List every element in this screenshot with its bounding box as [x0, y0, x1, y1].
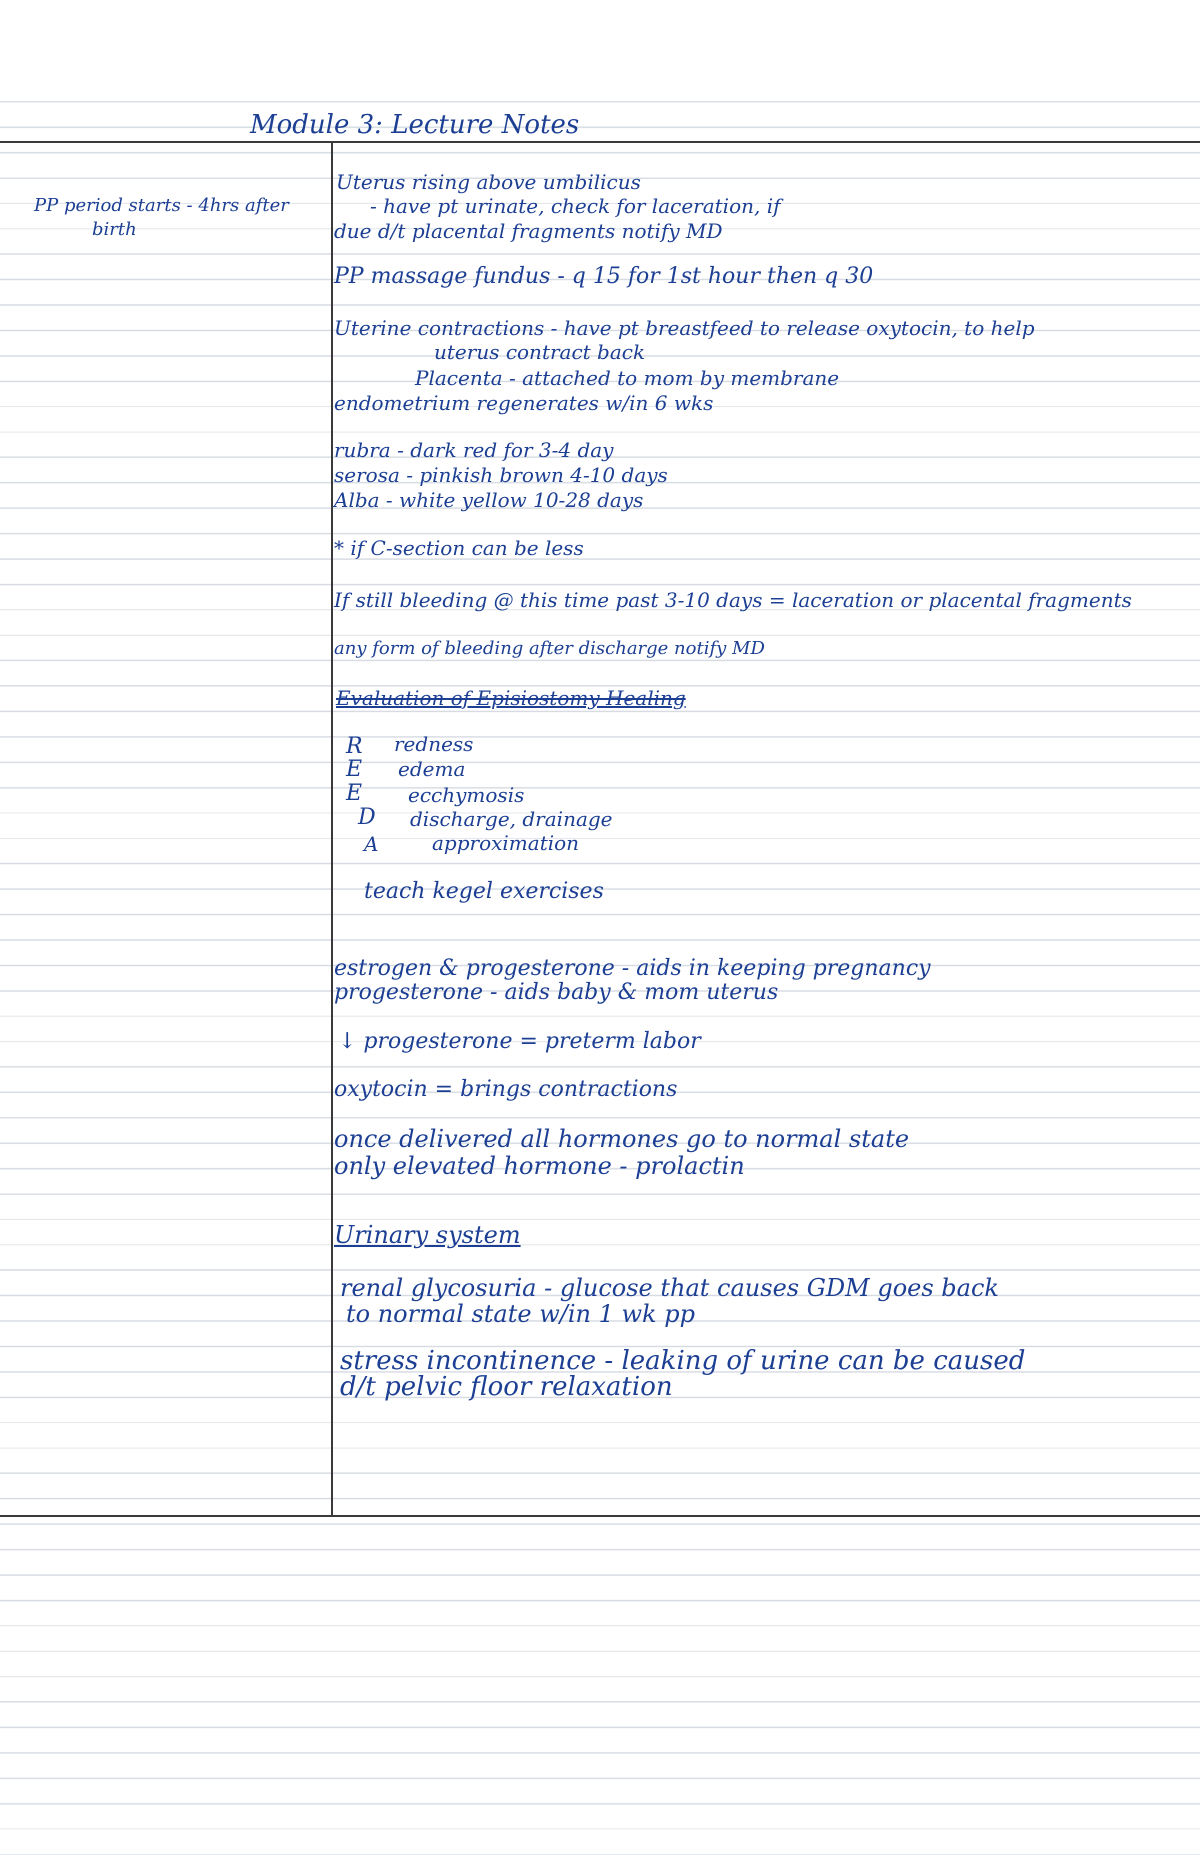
note-line: Alba - white yellow 10-28 days	[334, 488, 644, 512]
note-line: to normal state w/in 1 wk pp	[346, 1300, 695, 1328]
note-line: due d/t placental fragments notify MD	[334, 219, 723, 243]
reeda-letter: E	[346, 757, 363, 782]
note-line: estrogen & progesterone - aids in keeping pregnancy	[334, 956, 931, 981]
note-line: teach kegel exercises	[364, 879, 604, 904]
reeda-letter: E	[346, 781, 363, 806]
note-line: once delivered all hormones go to normal state	[334, 1125, 910, 1153]
page-title: Module 3: Lecture Notes	[250, 110, 580, 140]
note-line: oxytocin = brings contractions	[334, 1077, 678, 1102]
section-heading: Evaluation of Episiostomy Healing	[336, 686, 686, 710]
margin-line	[331, 141, 333, 1517]
reeda-text: ecchymosis	[408, 783, 525, 807]
note-line: serosa - pinkish brown 4-10 days	[334, 463, 668, 487]
cue-note-line-1: PP period starts - 4hrs after	[34, 195, 289, 216]
note-line: rubra - dark red for 3-4 day	[334, 438, 614, 462]
note-line: d/t pelvic floor relaxation	[340, 1372, 673, 1402]
note-line: renal glycosuria - glucose that causes GDM goes back	[340, 1274, 999, 1302]
section-heading: Urinary system	[334, 1221, 521, 1249]
note-line: stress incontinence - leaking of urine can be caused	[340, 1346, 1026, 1376]
note-line: uterus contract back	[434, 340, 646, 364]
reeda-letter: D	[358, 805, 376, 830]
note-line: Uterus rising above umbilicus	[336, 170, 641, 194]
note-line: any form of bleeding after discharge notify MD	[334, 638, 765, 659]
note-line: If still bleeding @ this time past 3-10 days = laceration or placental fragments	[334, 588, 1132, 612]
reeda-text: edema	[398, 757, 466, 781]
cue-note-line-2: birth	[92, 219, 137, 240]
note-line: ↓ progesterone = preterm labor	[338, 1029, 701, 1054]
reeda-text: redness	[394, 732, 474, 756]
note-line: - have pt urinate, check for laceration, if	[370, 194, 781, 218]
reeda-text: approximation	[432, 831, 580, 855]
note-line: Placenta - attached to mom by membrane	[415, 366, 840, 390]
bottom-rule	[0, 1515, 1200, 1517]
note-line: progesterone - aids baby & mom uterus	[334, 980, 779, 1005]
paper-header-area	[0, 0, 1200, 92]
reeda-text: discharge, drainage	[410, 807, 613, 831]
note-line: Uterine contractions - have pt breastfeed to release oxytocin, to help	[334, 316, 1035, 340]
note-line: PP massage fundus - q 15 for 1st hour then q 30	[334, 264, 874, 289]
reeda-letter: A	[364, 832, 379, 856]
note-line: only elevated hormone - prolactin	[334, 1152, 745, 1180]
note-line: endometrium regenerates w/in 6 wks	[334, 391, 714, 415]
top-rule	[0, 141, 1200, 143]
reeda-letter: R	[346, 734, 363, 759]
note-line: * if C-section can be less	[334, 536, 584, 560]
